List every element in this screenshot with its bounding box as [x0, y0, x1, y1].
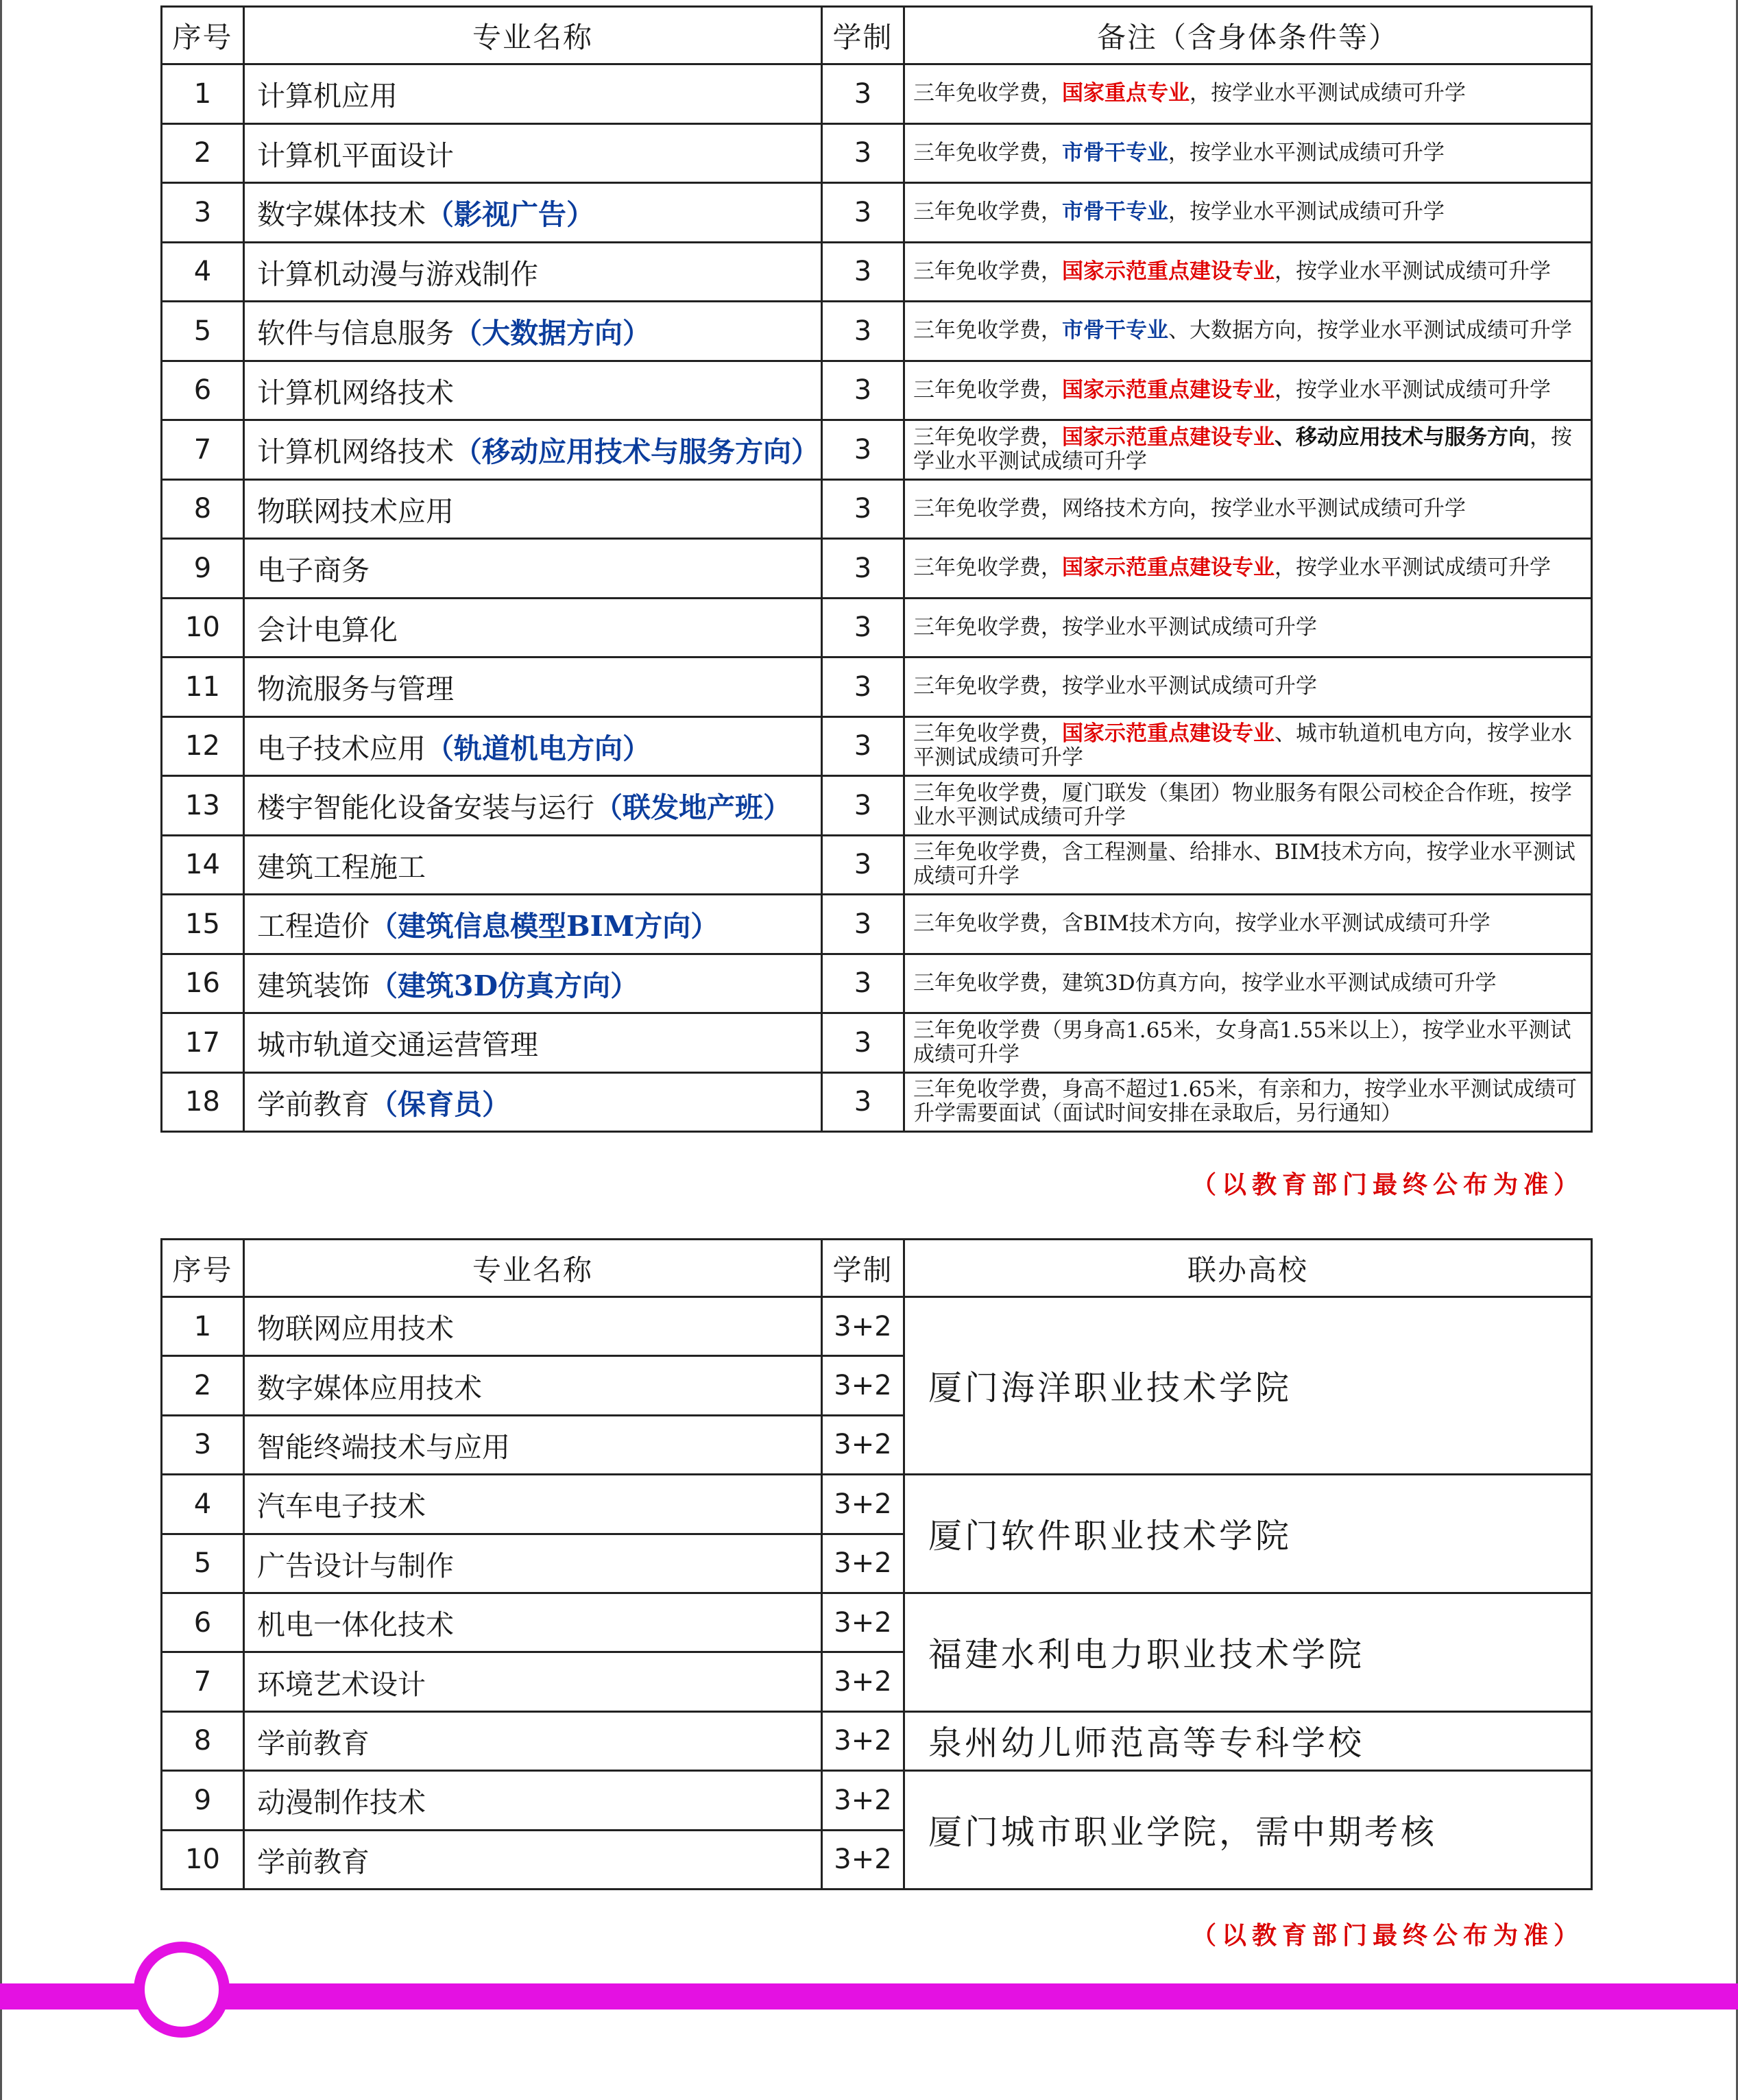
note-segment: 三年免收学费，	[913, 721, 1062, 747]
years-value: 3	[822, 598, 904, 657]
note-segment: 国家示范重点建设专业	[1062, 721, 1275, 747]
table-row	[162, 776, 1592, 836]
major-name-text: 物流服务与管理	[257, 673, 454, 706]
note-segment: ，按学业水平测试成绩可升学	[913, 424, 1572, 474]
major-direction-tag: （联发地产班）	[594, 791, 791, 825]
note-segment: 三年免收学费，	[913, 424, 1062, 450]
years-value: 3	[822, 776, 904, 836]
major-name	[244, 361, 822, 420]
major-name-text: 计算机应用	[257, 80, 398, 113]
years-value: 3	[822, 183, 904, 243]
note-cell	[904, 242, 1592, 302]
major-name: 机电一体化技术	[244, 1593, 822, 1652]
row-number: 4	[162, 242, 244, 302]
row-number: 2	[162, 123, 244, 183]
note-cell	[904, 1013, 1592, 1073]
note-cell	[904, 64, 1592, 124]
major-name-text: 数字媒体技术	[257, 198, 426, 232]
row-number: 12	[162, 716, 244, 776]
years-value: 3+2	[822, 1771, 904, 1830]
major-direction-tag: （大数据方向）	[454, 317, 651, 350]
partner-college: 厦门软件职业技术学院	[904, 1475, 1592, 1593]
decorative-ring-icon	[134, 1942, 230, 2038]
table-row	[162, 242, 1592, 302]
note-segment: 三年免收学费，按学业水平测试成绩可升学	[913, 674, 1317, 699]
table-row	[162, 657, 1592, 717]
note-cell	[904, 420, 1592, 480]
major-name-text: 城市轨道交通运营管理	[257, 1028, 538, 1062]
years-value: 3+2	[822, 1711, 904, 1770]
years-value: 3	[822, 479, 904, 539]
years-value: 3	[822, 895, 904, 954]
notice-text: （以教育部门最终公布为准）	[1191, 1171, 1584, 1199]
years-value: 3+2	[822, 1475, 904, 1534]
table-row	[162, 954, 1592, 1013]
major-name-text: 计算机平面设计	[257, 138, 454, 172]
major-direction-tag: （影视广告）	[426, 198, 594, 232]
major-name	[244, 835, 822, 895]
major-name	[244, 479, 822, 539]
note-cell	[904, 539, 1592, 599]
header-no: 序号	[162, 1240, 244, 1297]
major-name	[244, 242, 822, 302]
note-cell	[904, 954, 1592, 1013]
years-value: 3+2	[822, 1652, 904, 1711]
row-number: 4	[162, 1475, 244, 1534]
table-body	[162, 1297, 1592, 1890]
years-value: 3+2	[822, 1830, 904, 1889]
note-segment: 三年免收学费，网络技术方向，按学业水平测试成绩可升学	[913, 496, 1466, 521]
years-value: 3	[822, 1072, 904, 1132]
table-row	[162, 1475, 1592, 1534]
note-segment: 国家示范重点建设专业	[1062, 377, 1275, 402]
major-direction-tag: （建筑3D仿真方向）	[370, 969, 639, 1002]
notice-text: （以教育部门最终公布为准）	[1191, 1922, 1584, 1950]
table-row	[162, 1297, 1592, 1356]
table-row	[162, 1072, 1592, 1132]
table-header-row	[162, 7, 1592, 64]
major-name	[244, 123, 822, 183]
table-header-row	[162, 1240, 1592, 1297]
major-name-text: 软件与信息服务	[257, 317, 454, 350]
note-segment: 三年免收学费，	[913, 81, 1062, 106]
row-number: 2	[162, 1356, 244, 1415]
row-number: 13	[162, 776, 244, 836]
years-value: 3+2	[822, 1356, 904, 1415]
years-value: 3	[822, 242, 904, 302]
table-row	[162, 361, 1592, 420]
years-value: 3+2	[822, 1534, 904, 1593]
major-name-text: 工程造价	[257, 910, 370, 943]
major-name	[244, 302, 822, 361]
major-name: 动漫制作技术	[244, 1771, 822, 1830]
partner-college: 福建水利电力职业技术学院	[904, 1593, 1592, 1711]
row-number: 11	[162, 657, 244, 717]
header-name: 专业名称	[244, 7, 822, 64]
major-name: 物联网应用技术	[244, 1297, 822, 1356]
major-table-3plus2	[160, 1238, 1593, 1890]
years-value: 3+2	[822, 1593, 904, 1652]
note-segment: 三年免收学费，	[913, 258, 1062, 284]
row-number: 3	[162, 1415, 244, 1474]
row-number: 16	[162, 954, 244, 1013]
row-number: 6	[162, 361, 244, 420]
row-number: 9	[162, 1771, 244, 1830]
header-note: 备注（含身体条件等）	[904, 7, 1592, 64]
note-cell	[904, 598, 1592, 657]
table-row	[162, 835, 1592, 895]
note-segment: 三年免收学费（男身高1.65米，女身高1.55米以上），按学业水平测试成绩可升学	[913, 1017, 1571, 1067]
note-segment: 市骨干专业	[1062, 318, 1168, 343]
row-number: 5	[162, 1534, 244, 1593]
note-segment: 三年免收学费，	[913, 200, 1062, 225]
row-number: 6	[162, 1593, 244, 1652]
major-name: 数字媒体应用技术	[244, 1356, 822, 1415]
partner-college: 泉州幼儿师范高等专科学校	[904, 1711, 1592, 1770]
major-name-text: 楼宇智能化设备安装与运行	[257, 791, 594, 825]
years-value: 3	[822, 361, 904, 420]
row-number: 5	[162, 302, 244, 361]
major-name-text: 建筑工程施工	[257, 850, 426, 884]
table-row	[162, 1771, 1592, 1830]
years-value: 3	[822, 123, 904, 183]
note-segment: 国家示范重点建设专业	[1062, 424, 1275, 450]
table-row	[162, 302, 1592, 361]
major-name: 汽车电子技术	[244, 1475, 822, 1534]
table-row	[162, 716, 1592, 776]
header-years: 学制	[822, 7, 904, 64]
table-row	[162, 1593, 1592, 1652]
major-name-text: 计算机网络技术	[257, 435, 454, 469]
note-segment: 市骨干专业	[1062, 200, 1168, 225]
row-number: 9	[162, 539, 244, 599]
table-row	[162, 64, 1592, 124]
note-segment: 国家示范重点建设专业	[1062, 555, 1275, 581]
major-name: 学前教育	[244, 1711, 822, 1770]
row-number: 7	[162, 1652, 244, 1711]
note-segment: 三年免收学费，	[913, 377, 1062, 402]
note-cell	[904, 1072, 1592, 1132]
note-segment: 市骨干专业	[1062, 140, 1168, 165]
major-name	[244, 1072, 822, 1132]
table-row	[162, 1711, 1592, 1770]
note-segment: 三年免收学费，含BIM技术方向，按学业水平测试成绩可升学	[913, 911, 1490, 937]
major-name	[244, 776, 822, 836]
note-cell	[904, 716, 1592, 776]
major-name: 广告设计与制作	[244, 1534, 822, 1593]
row-number: 14	[162, 835, 244, 895]
row-number: 17	[162, 1013, 244, 1073]
note-cell	[904, 302, 1592, 361]
header-no: 序号	[162, 7, 244, 64]
note-segment: 国家重点专业	[1062, 81, 1190, 106]
row-number: 7	[162, 420, 244, 480]
major-table-3yr	[160, 5, 1593, 1133]
years-value: 3	[822, 716, 904, 776]
row-number: 10	[162, 598, 244, 657]
table-row	[162, 479, 1592, 539]
major-name-text: 电子商务	[257, 554, 370, 588]
years-value: 3+2	[822, 1297, 904, 1356]
years-value: 3+2	[822, 1415, 904, 1474]
decorative-bar	[0, 1983, 1738, 2010]
header-name: 专业名称	[244, 1240, 822, 1297]
note-segment: 三年免收学费，厦门联发（集团）物业服务有限公司校企合作班，按学业水平测试成绩可升学	[913, 780, 1572, 830]
major-name-text: 建筑装饰	[257, 969, 370, 1002]
partner-college: 厦门城市职业学院，需中期考核	[904, 1771, 1592, 1890]
row-number: 1	[162, 64, 244, 124]
note-cell	[904, 123, 1592, 183]
note-cell	[904, 183, 1592, 243]
major-name	[244, 64, 822, 124]
table-row	[162, 598, 1592, 657]
major-name	[244, 716, 822, 776]
years-value: 3	[822, 954, 904, 1013]
years-value: 3	[822, 302, 904, 361]
note-segment: 国家示范重点建设专业	[1062, 258, 1275, 284]
partner-college: 厦门海洋职业技术学院	[904, 1297, 1592, 1475]
major-name-text: 学前教育	[257, 1087, 370, 1121]
major-name	[244, 183, 822, 243]
major-name	[244, 420, 822, 480]
note-segment: 、大数据方向，按学业水平测试成绩可升学	[1168, 318, 1572, 343]
major-name	[244, 895, 822, 954]
row-number: 15	[162, 895, 244, 954]
years-value: 3	[822, 539, 904, 599]
note-segment: 三年免收学费，	[913, 555, 1062, 581]
note-segment: 三年免收学费，	[913, 318, 1062, 343]
table-row	[162, 539, 1592, 599]
major-name-text: 物联网技术应用	[257, 494, 454, 528]
note-segment: 、移动应用技术与服务方向	[1275, 424, 1530, 450]
note-segment: ，按学业水平测试成绩可升学	[1168, 200, 1445, 225]
major-direction-tag: （建筑信息模型BIM方向）	[370, 910, 719, 943]
note-segment: ，按学业水平测试成绩可升学	[1275, 258, 1551, 284]
header-years: 学制	[822, 1240, 904, 1297]
table-row	[162, 1013, 1592, 1073]
note-segment: 三年免收学费，含工程测量、给排水、BIM技术方向，按学业水平测试成绩可升学	[913, 840, 1576, 889]
major-name-text: 电子技术应用	[257, 732, 426, 765]
table-body	[162, 64, 1592, 1132]
major-name: 环境艺术设计	[244, 1652, 822, 1711]
note-segment: 三年免收学费，身高不超过1.65米，有亲和力，按学业水平测试成绩可升学需要面试（面试时间安排在录取后，另行通知）	[913, 1077, 1578, 1126]
years-value: 3	[822, 64, 904, 124]
row-number: 3	[162, 183, 244, 243]
note-segment: ，按学业水平测试成绩可升学	[1275, 377, 1551, 402]
row-number: 8	[162, 479, 244, 539]
table-row	[162, 895, 1592, 954]
note-segment: ，按学业水平测试成绩可升学	[1190, 81, 1466, 106]
note-cell	[904, 361, 1592, 420]
table-row	[162, 183, 1592, 243]
major-name	[244, 954, 822, 1013]
table-row	[162, 420, 1592, 480]
row-number: 8	[162, 1711, 244, 1770]
note-segment: ，按学业水平测试成绩可升学	[1168, 140, 1445, 165]
years-value: 3	[822, 1013, 904, 1073]
note-segment: ，按学业水平测试成绩可升学	[1275, 555, 1551, 581]
row-number: 1	[162, 1297, 244, 1356]
note-cell	[904, 657, 1592, 717]
note-cell	[904, 895, 1592, 954]
years-value: 3	[822, 835, 904, 895]
note-cell	[904, 479, 1592, 539]
major-name	[244, 539, 822, 599]
note-segment: 三年免收学费，建筑3D仿真方向，按学业水平测试成绩可升学	[913, 970, 1497, 995]
table-row	[162, 123, 1592, 183]
major-direction-tag: （轨道机电方向）	[426, 732, 651, 765]
note-segment: 三年免收学费，按学业水平测试成绩可升学	[913, 614, 1317, 640]
row-number: 18	[162, 1072, 244, 1132]
major-name: 智能终端技术与应用	[244, 1415, 822, 1474]
major-name	[244, 598, 822, 657]
major-name	[244, 1013, 822, 1073]
note-segment: 三年免收学费，	[913, 140, 1062, 165]
note-cell	[904, 776, 1592, 836]
major-direction-tag: （移动应用技术与服务方向）	[454, 435, 819, 469]
note-cell	[904, 835, 1592, 895]
major-name-text: 计算机网络技术	[257, 376, 454, 409]
major-name: 学前教育	[244, 1830, 822, 1889]
note-segment: 、城市轨道机电方向，按学业水平测试成绩可升学	[913, 721, 1572, 771]
years-value: 3	[822, 657, 904, 717]
row-number: 10	[162, 1830, 244, 1889]
major-name-text: 会计电算化	[257, 613, 398, 647]
header-school: 联办高校	[904, 1240, 1592, 1297]
years-value: 3	[822, 420, 904, 480]
major-direction-tag: （保育员）	[370, 1087, 510, 1121]
major-name	[244, 657, 822, 717]
major-name-text: 计算机动漫与游戏制作	[257, 257, 538, 291]
